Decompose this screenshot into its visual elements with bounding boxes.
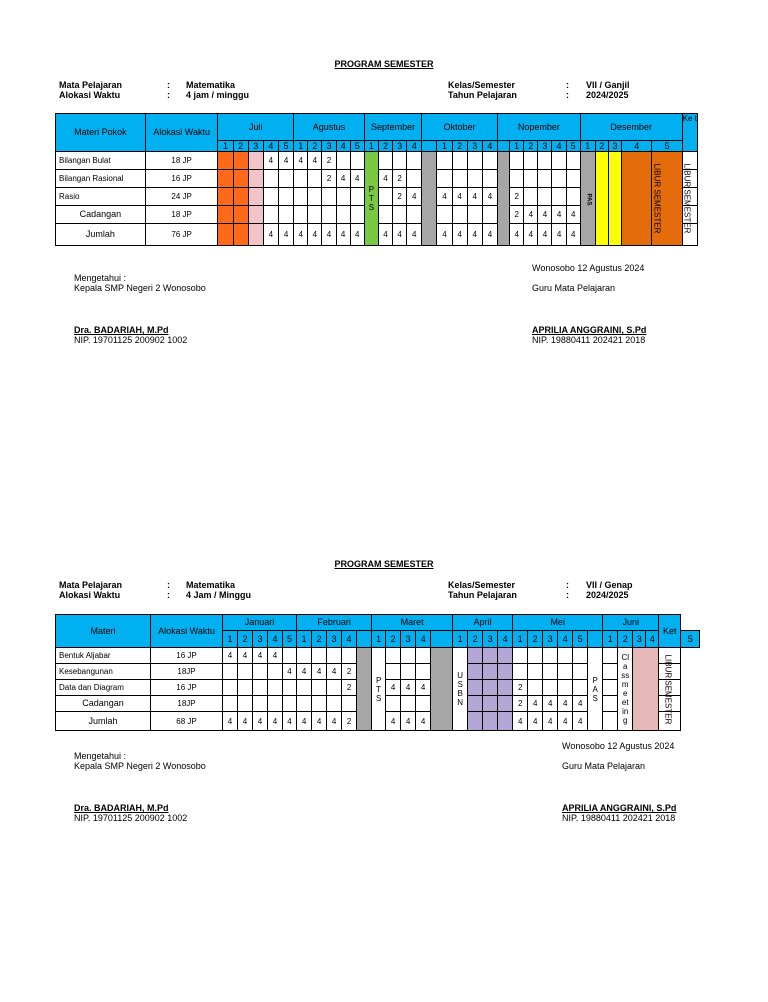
teacher-nip: NIP. 19880411 202421 2018 [532, 335, 646, 345]
pts-marker: P T S [372, 648, 386, 731]
row-jp: 24 JP [145, 188, 218, 206]
meta-colons-left: : : [167, 80, 170, 100]
pas-marker: PAS [580, 152, 595, 246]
row-jp: 18JP [151, 664, 223, 680]
col-header-ket: Ket [659, 615, 681, 648]
row-jp: 76 JP [145, 224, 218, 246]
meta-values-right [586, 80, 630, 100]
libur-marker: LIBUR SEMESTER [622, 152, 652, 246]
table-row-total: Jumlah 76 JP 4 4 4 4 4 4 4 4 4 4 4 4 4 4 4 4 4 4 4 [56, 224, 698, 246]
pas-marker: P A S [588, 648, 603, 731]
principal-name: Dra. BADARIAH, M.Pd [74, 803, 169, 813]
row-label: Bilangan Bulat [56, 152, 146, 170]
meta-colons-left: : : [167, 580, 170, 600]
month-nopember: Nopember [498, 114, 581, 141]
row-label: Jumlah [56, 712, 151, 731]
row-label: Data dan Diagram [56, 680, 151, 696]
principal-name: Dra. BADARIAH, M.Pd [74, 325, 169, 335]
month-juni: Juni [603, 615, 659, 631]
table-row: Bilangan Rasional 16 JP 2 4 4 4 2 [56, 170, 698, 188]
row-label: Cadangan [56, 206, 146, 224]
libur-marker: LIBUR SEMESTER [633, 648, 659, 731]
page-title: PROGRAM SEMESTER [334, 559, 434, 569]
principal-nip: NIP. 19701125 200902 1002 [74, 335, 188, 345]
pts-marker: P T S [364, 152, 378, 246]
row-jp: 16 JP [151, 680, 223, 696]
col-header-alokasi: Alokasi Waktu [151, 615, 223, 648]
row-label: Rasio [56, 188, 146, 206]
teacher-signature: Wonosobo 12 Agustus 2024 Guru Mata Pelajaran APRILIA ANGGRAINI, S.Pd NIP. 19880411 202421 2018 [562, 741, 677, 823]
month-oktober: Oktober [422, 114, 498, 141]
meta-values-left [186, 580, 251, 600]
row-jp: 68 JP [151, 712, 223, 731]
row-jp: 18 JP [145, 206, 218, 224]
row-jp: 18JP [151, 696, 223, 712]
libur-marker-2: LIBUR SEMESTER [652, 152, 682, 246]
class-value: VII / Genap [586, 580, 633, 590]
page-title: PROGRAM SEMESTER [334, 59, 434, 69]
meta-labels-left: Mata Pelajaran Alokasi Waktu [59, 80, 123, 100]
semester-table [55, 113, 698, 246]
row-label: Jumlah [56, 224, 146, 246]
year-value: 2024/2025 [586, 90, 629, 100]
teacher-nip: NIP. 19880411 202421 2018 [562, 813, 676, 823]
subject-value: Matematika [186, 80, 236, 90]
row-jp: 16 JP [145, 170, 218, 188]
principal-nip: NIP. 19701125 200902 1002 [74, 813, 188, 823]
time-value: 4 jam / minggu [186, 90, 250, 100]
week-row: 1 2 3 4 5 1 2 3 4 5 1 2 3 4 1 2 3 4 1 2 3 4 5 1 2 3 4 5 [56, 141, 698, 152]
year-value: 2024/2025 [586, 590, 629, 600]
usbn-marker: U S B N [453, 648, 468, 731]
class-value: VII / Ganjil [586, 80, 630, 90]
row-label: Bilangan Rasional [56, 170, 146, 188]
meta-labels-right: Kelas/Semester Tahun Pelajaran [448, 580, 517, 600]
row-jp: 16 JP [151, 648, 223, 664]
row-label: Bentuk Aljabar [56, 648, 151, 664]
row-jp: 18 JP [145, 152, 218, 170]
meta-labels-left: Mata Pelajaran Alokasi Waktu [59, 580, 123, 600]
teacher-signature: Wonosobo 12 Agustus 2024 Guru Mata Pelajaran APRILIA ANGGRAINI, S.Pd NIP. 19880411 202421 2018 [532, 263, 647, 345]
month-maret: Maret [372, 615, 453, 631]
table-row: Bentuk Aljabar 16 JP 4 4 4 4 P T S U S B N P A S Cl a ss m e et in g LIBUR SEMESTER [56, 648, 700, 664]
month-januari: Januari [223, 615, 297, 631]
table-row: Bilangan Bulat 18 JP 4 4 4 4 2 P T S PAS LIBUR SEMESTER LIBUR SEMESTER [56, 152, 698, 170]
month-september: September [364, 114, 422, 141]
time-value: 4 Jam / Minggu [186, 590, 252, 600]
teacher-name: APRILIA ANGGRAINI, S.Pd [532, 325, 647, 335]
col-header-ket: Ke t [682, 114, 697, 152]
col-header-materi: Materi Pokok [56, 114, 146, 152]
week-row: 1 2 3 4 5 1 2 3 4 1 2 3 4 1 2 3 4 1 2 3 4 5 1 2 3 4 5 [56, 631, 700, 648]
row-label: Kesebangunan [56, 664, 151, 680]
semester-table [55, 614, 700, 731]
month-agustus: Agustus [294, 114, 365, 141]
month-mei: Mei [513, 615, 603, 631]
teacher-name: APRILIA ANGGRAINI, S.Pd [562, 803, 677, 813]
row-label: Cadangan [56, 696, 151, 712]
classmeeting-marker: Cl a ss m e et in g [618, 648, 633, 731]
col-header-materi: Materi [56, 615, 151, 648]
meta-colons-right: : : [566, 580, 569, 600]
table-row: Data dan Diagram 16 JP 2 4 4 4 2 [56, 680, 700, 696]
meta-colons-right: : : [566, 80, 569, 100]
subject-value: Matematika [186, 580, 236, 590]
table-row: Kesebangunan 18JP 4 4 4 4 2 [56, 664, 700, 680]
principal-signature: Mengetahui : Kepala SMP Negeri 2 Wonosobo Dra. BADARIAH, M.Pd NIP. 19701125 200902 1002 [74, 751, 206, 823]
month-februari: Februari [297, 615, 372, 631]
month-april: April [453, 615, 513, 631]
col-header-alokasi: Alokasi Waktu [145, 114, 218, 152]
month-juli: Juli [218, 114, 294, 141]
table-row: Cadangan 18 JP 2 4 4 4 4 [56, 206, 698, 224]
month-desember: Desember [580, 114, 682, 141]
principal-signature: Mengetahui : Kepala SMP Negeri 2 Wonosobo Dra. BADARIAH, M.Pd NIP. 19701125 200902 1002 [74, 273, 206, 345]
meta-labels-right: Kelas/Semester Tahun Pelajaran [448, 80, 517, 100]
table-row: Rasio 24 JP 2 4 4 4 4 4 2 [56, 188, 698, 206]
table-row-total: Jumlah 68 JP 4 4 4 4 4 4 4 4 2 4 4 4 4 4 4 4 4 [56, 712, 700, 731]
table-row: Cadangan 18JP 2 4 4 4 4 [56, 696, 700, 712]
meta-values-left [186, 80, 249, 100]
meta-values-right [586, 580, 633, 600]
